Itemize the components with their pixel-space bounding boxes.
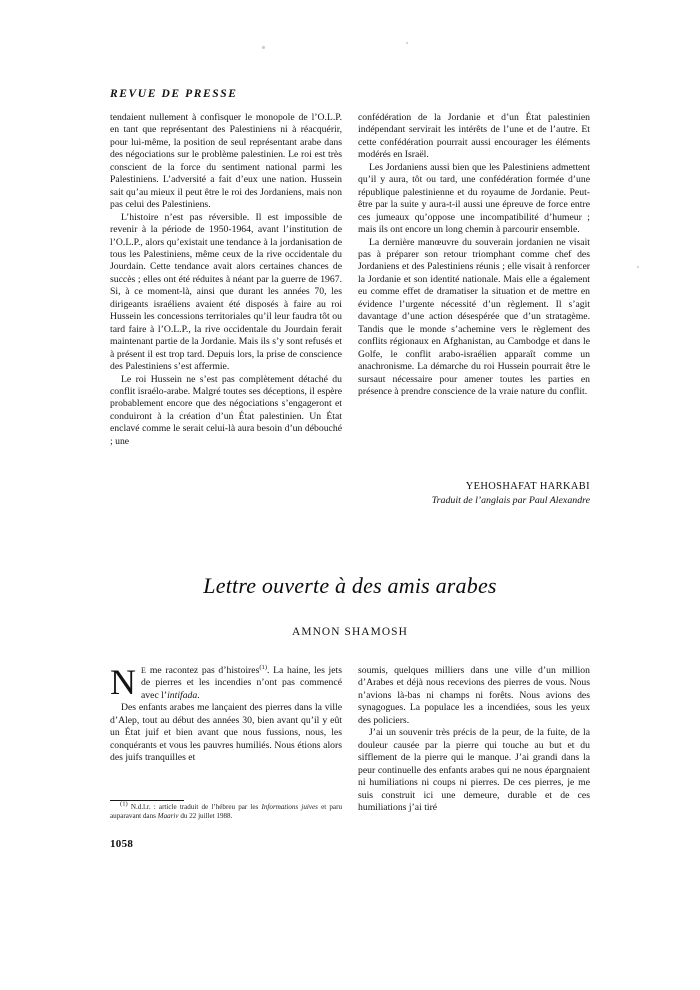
article-one-signature	[358, 480, 590, 508]
page-number: 1058	[110, 838, 134, 850]
footnote-italic-source-one: Informations juives	[261, 803, 318, 811]
opening-paragraph	[110, 662, 342, 702]
footnote-text-after: du 22 juillet 1988.	[178, 811, 233, 820]
opening-smallcap: E	[141, 666, 147, 675]
article-two-left-column	[110, 662, 342, 765]
signature-author: YEHOSHAFAT HARKABI	[465, 481, 590, 492]
scan-speck	[406, 42, 408, 44]
footnote-text-before: N.d.l.r. : article traduit de l’hébreu par les	[127, 803, 262, 811]
article-two-right-column	[358, 665, 590, 814]
paragraph: Des enfants arabes me lançaient des pierres dans la ville d’Alep, tout au début des années 30, bien avant qu’il y eût un État juif et bien avant que nous fussions, nous, les conquérants et vous les pauvres humiliés. Nous étions alors des juifs tranquilles et	[110, 702, 342, 764]
footnote-text-between: et paru auparavant dans	[110, 803, 342, 820]
footnote-italic-source-two: Maariv	[157, 811, 179, 820]
paragraph: tendaient nullement à confisquer le monopole de l’O.L.P. en tant que représentant des Palestiniens ni à réacquérir, pour lui-même, la position de seul représentant arabe dans des négociations sur le problème palestinien. Le roi est très conscient de la force du sentiment national parmi les Palestiniens. L’adversité a fait d’eux une nation. Hussein sait qu’au mieux il peut être le roi des Jordaniens, mais non pas celui des Palestiniens.	[110, 112, 342, 211]
article-two-author: AMNON SHAMOSH	[292, 626, 408, 638]
signature-translator: Traduit de l’anglais par Paul Alexandre	[431, 495, 590, 506]
drop-cap: N	[110, 662, 136, 702]
article-one-left-column	[110, 112, 342, 448]
footnote-marker: (1)	[120, 800, 128, 808]
paragraph: L’histoire n’est pas réversible. Il est impossible de revenir à la période de 1950-1964, avant l’institution de l’O.L.P., alors qu’existait une tendance à la jordanisation de tous les Palestiniens, même ceux de la rive occidentale du Jourdain. Cette tendance avait alors certaines chances de succès ; elles ont été réduites à néant par la guerre de 1967. Si, à ce moment-là, ainsi que durant les années 70, les dirigeants israéliens avaient été disposés à faire au roi Hussein les concessions territoriales qu’il leur faudra tôt ou tard faire à l’O.L.P., la rive occidentale du Jourdain ferait maintenant partie de la Jordanie. Mais ils s’y sont refusés et à présent il est trop tard. Depuis lors, la prise de conscience des Palestiniens s’est affermie.	[110, 211, 342, 373]
article-two-title: Lettre ouverte à des amis arabes	[203, 573, 497, 598]
footnote	[110, 800, 342, 821]
paragraph: La dernière manœuvre du souverain jordanien ne visait pas à préparer son retour triomphant comme chef des Jordaniens et des Palestiniens réunis ; elle visait à renforcer la Jordanie et son identité nationale. Mais elle a également eu comme effet de dramatiser la situation et de mettre en évidence l’urgente nécessité d’un règlement. Il s’agit davantage d’une action désespérée que d’un stratagème. Tandis que le monde s’achemine vers le règlement des conflits régionaux en Afghanistan, au Cambodge et dans le Golfe, le conflit arabo-israélien apparaît comme un anachronisme. La démarche du roi Hussein pourrait être le sursaut nécessaire pour amener toutes les parties en présence à prendre conscience de la vraie nature du conflit.	[358, 236, 590, 397]
scan-speck	[262, 46, 265, 49]
footnote-reference: (1)	[259, 663, 268, 671]
opening-text-end: .	[197, 689, 200, 701]
running-head: REVUE DE PRESSE	[110, 88, 238, 100]
scan-speck	[637, 266, 639, 268]
article-one-right-column	[358, 112, 590, 398]
opening-text-tail: . La haine, les jets de pierres et les incendies n’ont pas commencé avec l’	[141, 665, 342, 701]
paragraph: Les Jordaniens aussi bien que les Palestiniens admettent qu’il y aura, tôt ou tard, une confédération formée d’une république palestinienne et du royaume de Jordanie. Peut-être par la suite y aura-t-il aussi une épreuve de force entre ces jumeaux qu’oppose une incompatibilité d’humeur ; mais ils ont encore un long chemin à parcourir ensemble.	[358, 161, 590, 236]
opening-italic-term: intifada	[167, 689, 198, 701]
paragraph: soumis, quelques milliers dans une ville d’un million d’Arabes et déjà nous recevions des pierres de vous. Nous n’avions là-bas ni champs ni forêts. Nous avions des synagogues. La populace les a incendiées, sous les yeux des policiers.	[358, 665, 590, 726]
paragraph: Le roi Hussein ne s’est pas complètement détaché du conflit israélo-arabe. Malgré toutes ses déceptions, il espère probablement encore que des négociations s’engageront et conduiront à la création d’un État palestinien. Un État enclavé comme le serait celui-là aura besoin d’un débouché ; une	[110, 373, 342, 447]
opening-text: me racontez pas d’histoires	[146, 665, 260, 676]
paragraph: confédération de la Jordanie et d’un État palestinien indépendant servirait les intérêts de l’une et de l’autre. Et cette confédération pourrait aussi encourager les éléments modérés en Israël.	[358, 112, 590, 161]
paragraph: J’ai un souvenir très précis de la peur, de la fuite, de la douleur causée par la pierre qui touche au but et du sifflement de la pierre qui le manque. J’ai grandi dans la peur continuelle des enfants arabes qui ne nous épargnaient ni humiliations ni coups ni pierres. De ces pierres, je me suis construit ici une demeure, durable et de ces humiliations j’ai tiré	[358, 727, 590, 813]
